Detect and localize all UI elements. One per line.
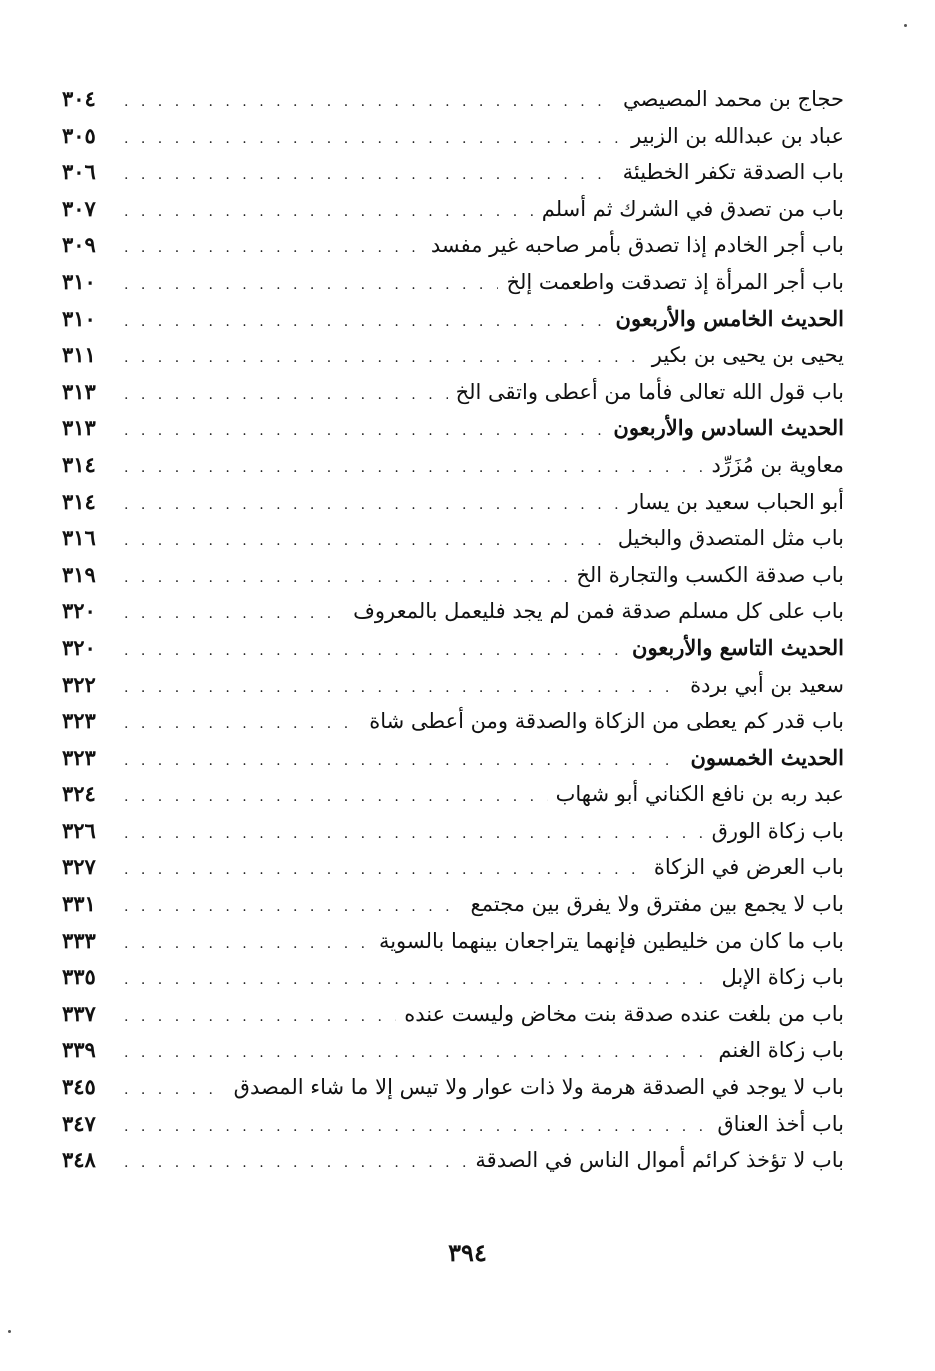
toc-entry-title: عبد ربه بن نافع الكناني أبو شهاب bbox=[555, 782, 844, 807]
dot-leader bbox=[124, 377, 448, 414]
toc-entry-page: ٣٣١ bbox=[62, 891, 96, 917]
toc-entry-page: ٣٤٥ bbox=[62, 1074, 96, 1100]
toc-entry bbox=[62, 154, 844, 191]
toc-entry bbox=[62, 1032, 844, 1069]
toc-entry-title: باب زكاة الورق bbox=[711, 818, 844, 843]
toc-entry bbox=[62, 374, 844, 411]
toc-entry bbox=[62, 1106, 844, 1143]
toc-entry bbox=[62, 886, 844, 923]
toc-entry-page: ٣٢٢ bbox=[62, 671, 96, 697]
toc-entry bbox=[62, 191, 844, 228]
toc-entry-page: ٣٣٣ bbox=[62, 927, 96, 953]
toc-entry-title: باب العرض في الزكاة bbox=[653, 855, 844, 880]
toc-entry-page: ٣٢٣ bbox=[62, 708, 96, 734]
toc-entry-title: باب أجر الخادم إذا تصدق بأمر صاحبه غير مفسد bbox=[430, 233, 844, 258]
toc-entry-title: الحديث الخمسون bbox=[690, 744, 844, 770]
toc-entry-page: ٣٠٥ bbox=[62, 122, 96, 148]
dot-leader bbox=[124, 633, 624, 670]
toc-entry-page: ٣٢٧ bbox=[62, 854, 96, 880]
toc-entry-title: باب الصدقة تكفر الخطيئة bbox=[622, 160, 844, 185]
toc-entry bbox=[62, 923, 844, 960]
toc-entry-title: باب مثل المتصدق والبخيل bbox=[617, 526, 844, 551]
toc-entry-page: ٣٢٠ bbox=[62, 634, 96, 660]
toc-section-heading bbox=[62, 410, 844, 447]
toc-entry-title: باب زكاة الغنم bbox=[718, 1038, 844, 1063]
toc-entry-page: ٣١٠ bbox=[62, 305, 96, 331]
toc-entry bbox=[62, 813, 844, 850]
toc-entry bbox=[62, 996, 844, 1033]
toc-entry-title: باب ما كان من خليطين فإنهما يتراجعان بينهما بالسوية bbox=[378, 928, 844, 953]
toc-entry-title: الحديث الخامس والأربعون bbox=[615, 305, 844, 331]
toc-entry-page: ٣١٠ bbox=[62, 268, 96, 294]
scan-speck bbox=[8, 1330, 11, 1333]
toc-entry-page: ٣٤٧ bbox=[62, 1110, 96, 1136]
dot-leader bbox=[124, 1109, 709, 1146]
toc-entry-page: ٣١١ bbox=[62, 342, 96, 368]
toc-entry-title: باب من تصدق في الشرك ثم أسلم bbox=[541, 196, 844, 221]
toc-entry bbox=[62, 849, 844, 886]
toc-entry-title: باب أجر المرأة إذ تصدقت واطعمت إلخ bbox=[506, 269, 844, 294]
dot-leader bbox=[124, 670, 682, 707]
dot-leader bbox=[124, 267, 498, 304]
toc-entry-title: باب لا تؤخذ كرائم أموال الناس في الصدقة bbox=[475, 1148, 844, 1173]
dot-leader bbox=[124, 926, 371, 963]
toc-entry-title: الحديث التاسع والأربعون bbox=[632, 634, 844, 660]
toc-entry-page: ٣٣٩ bbox=[62, 1037, 96, 1063]
toc-section-heading bbox=[62, 301, 844, 338]
dot-leader bbox=[124, 304, 608, 341]
toc-entry bbox=[62, 703, 844, 740]
toc-entry-title: باب على كل مسلم صدقة فمن لم يجد فليعمل بالمعروف bbox=[353, 599, 844, 624]
toc-entry bbox=[62, 484, 844, 521]
dot-leader bbox=[124, 487, 620, 524]
toc-entry bbox=[62, 118, 844, 155]
dot-leader bbox=[124, 560, 568, 597]
dot-leader bbox=[124, 157, 615, 194]
toc-entry-page: ٣٢٤ bbox=[62, 781, 96, 807]
toc-section-heading bbox=[62, 630, 844, 667]
toc-entry-page: ٣٠٩ bbox=[62, 232, 96, 258]
toc-entry-page: ٣٠٧ bbox=[62, 195, 96, 221]
toc-entry-page: ٣٠٦ bbox=[62, 159, 96, 185]
toc-entry-title: باب من بلغت عنده صدقة بنت مخاض وليست عنده bbox=[404, 1001, 844, 1026]
toc-entry bbox=[62, 447, 844, 484]
dot-leader bbox=[124, 816, 704, 853]
dot-leader bbox=[124, 889, 463, 926]
toc-entry-title: باب قول الله تعالى فأما من أعطى واتقى الخ bbox=[455, 379, 844, 404]
dot-leader bbox=[124, 84, 615, 121]
toc-entry-page: ٣٢٠ bbox=[62, 598, 96, 624]
toc-entry-title: سعيد بن أبي بردة bbox=[690, 672, 844, 697]
toc-entry-title: باب زكاة الإبل bbox=[721, 965, 844, 990]
toc-entry-title: باب لا يوجد في الصدقة هرمة ولا ذات عوار ولا تيس إلا ما شاء المصدق bbox=[233, 1075, 844, 1100]
toc-entry-page: ٣١٣ bbox=[62, 378, 96, 404]
toc-entry-title: حجاج بن محمد المصيصي bbox=[623, 87, 844, 111]
dot-leader bbox=[124, 596, 345, 633]
toc-entry-page: ٣١٦ bbox=[62, 525, 96, 551]
toc-entry-title: يحيى بن يحيى بن بكير bbox=[651, 343, 844, 368]
dot-leader bbox=[124, 1145, 467, 1182]
dot-leader bbox=[124, 194, 534, 231]
dot-leader bbox=[124, 999, 396, 1036]
dot-leader bbox=[124, 230, 423, 267]
dot-leader bbox=[124, 706, 361, 743]
dot-leader bbox=[124, 121, 623, 158]
toc-entry-title: باب لا يجمع بين مفترق ولا يفرق بين مجتمع bbox=[470, 892, 844, 917]
toc-entry-page: ٣٢٣ bbox=[62, 744, 96, 770]
toc-entry-page: ٣١٤ bbox=[62, 451, 96, 477]
dot-leader bbox=[124, 1072, 226, 1109]
dot-leader bbox=[124, 852, 646, 889]
toc-entry-title: باب صدقة الكسب والتجارة الخ bbox=[576, 562, 844, 587]
toc-entry-title: باب أخذ العناق bbox=[717, 1111, 844, 1136]
toc-entry bbox=[62, 593, 844, 630]
toc-entry-title: باب قدر كم يعطى من الزكاة والصدقة ومن أعطى شاة bbox=[369, 709, 844, 734]
toc-entry bbox=[62, 81, 844, 118]
toc-entry-page: ٣٢٦ bbox=[62, 817, 96, 843]
page-number: ٣٩٤ bbox=[448, 1238, 487, 1267]
toc-entry-title: الحديث السادس والأربعون bbox=[613, 415, 844, 441]
toc-entry bbox=[62, 667, 844, 704]
toc-entry-title: عباد بن عبدالله بن الزبير bbox=[631, 123, 844, 148]
dot-leader bbox=[124, 743, 682, 780]
toc-entry bbox=[62, 1142, 844, 1179]
toc-entry-page: ٣٤٨ bbox=[62, 1147, 96, 1173]
toc-entry-page: ٣١٣ bbox=[62, 415, 96, 441]
table-of-contents bbox=[62, 81, 844, 1179]
dot-leader bbox=[124, 779, 548, 816]
toc-entry-title: أبو الحباب سعيد بن يسار bbox=[628, 489, 844, 514]
dot-leader bbox=[124, 962, 714, 999]
toc-entry-page: ٣٣٥ bbox=[62, 964, 96, 990]
toc-entry-page: ٣١٤ bbox=[62, 488, 96, 514]
scan-speck bbox=[904, 24, 907, 27]
toc-section-heading bbox=[62, 740, 844, 777]
toc-entry bbox=[62, 1069, 844, 1106]
toc-entry-page: ٣٠٤ bbox=[62, 86, 96, 111]
dot-leader bbox=[124, 340, 644, 377]
toc-entry bbox=[62, 337, 844, 374]
dot-leader bbox=[124, 413, 605, 450]
dot-leader bbox=[124, 450, 703, 487]
toc-entry bbox=[62, 776, 844, 813]
dot-leader bbox=[124, 523, 610, 560]
toc-entry bbox=[62, 227, 844, 264]
toc-entry-title: معاوية بن مُزَرِّد bbox=[711, 452, 844, 477]
toc-entry-page: ٣١٩ bbox=[62, 561, 96, 587]
toc-entry-page: ٣٣٧ bbox=[62, 1000, 96, 1026]
toc-entry bbox=[62, 959, 844, 996]
toc-entry bbox=[62, 520, 844, 557]
toc-entry bbox=[62, 557, 844, 594]
dot-leader bbox=[124, 1035, 710, 1072]
toc-entry bbox=[62, 264, 844, 301]
